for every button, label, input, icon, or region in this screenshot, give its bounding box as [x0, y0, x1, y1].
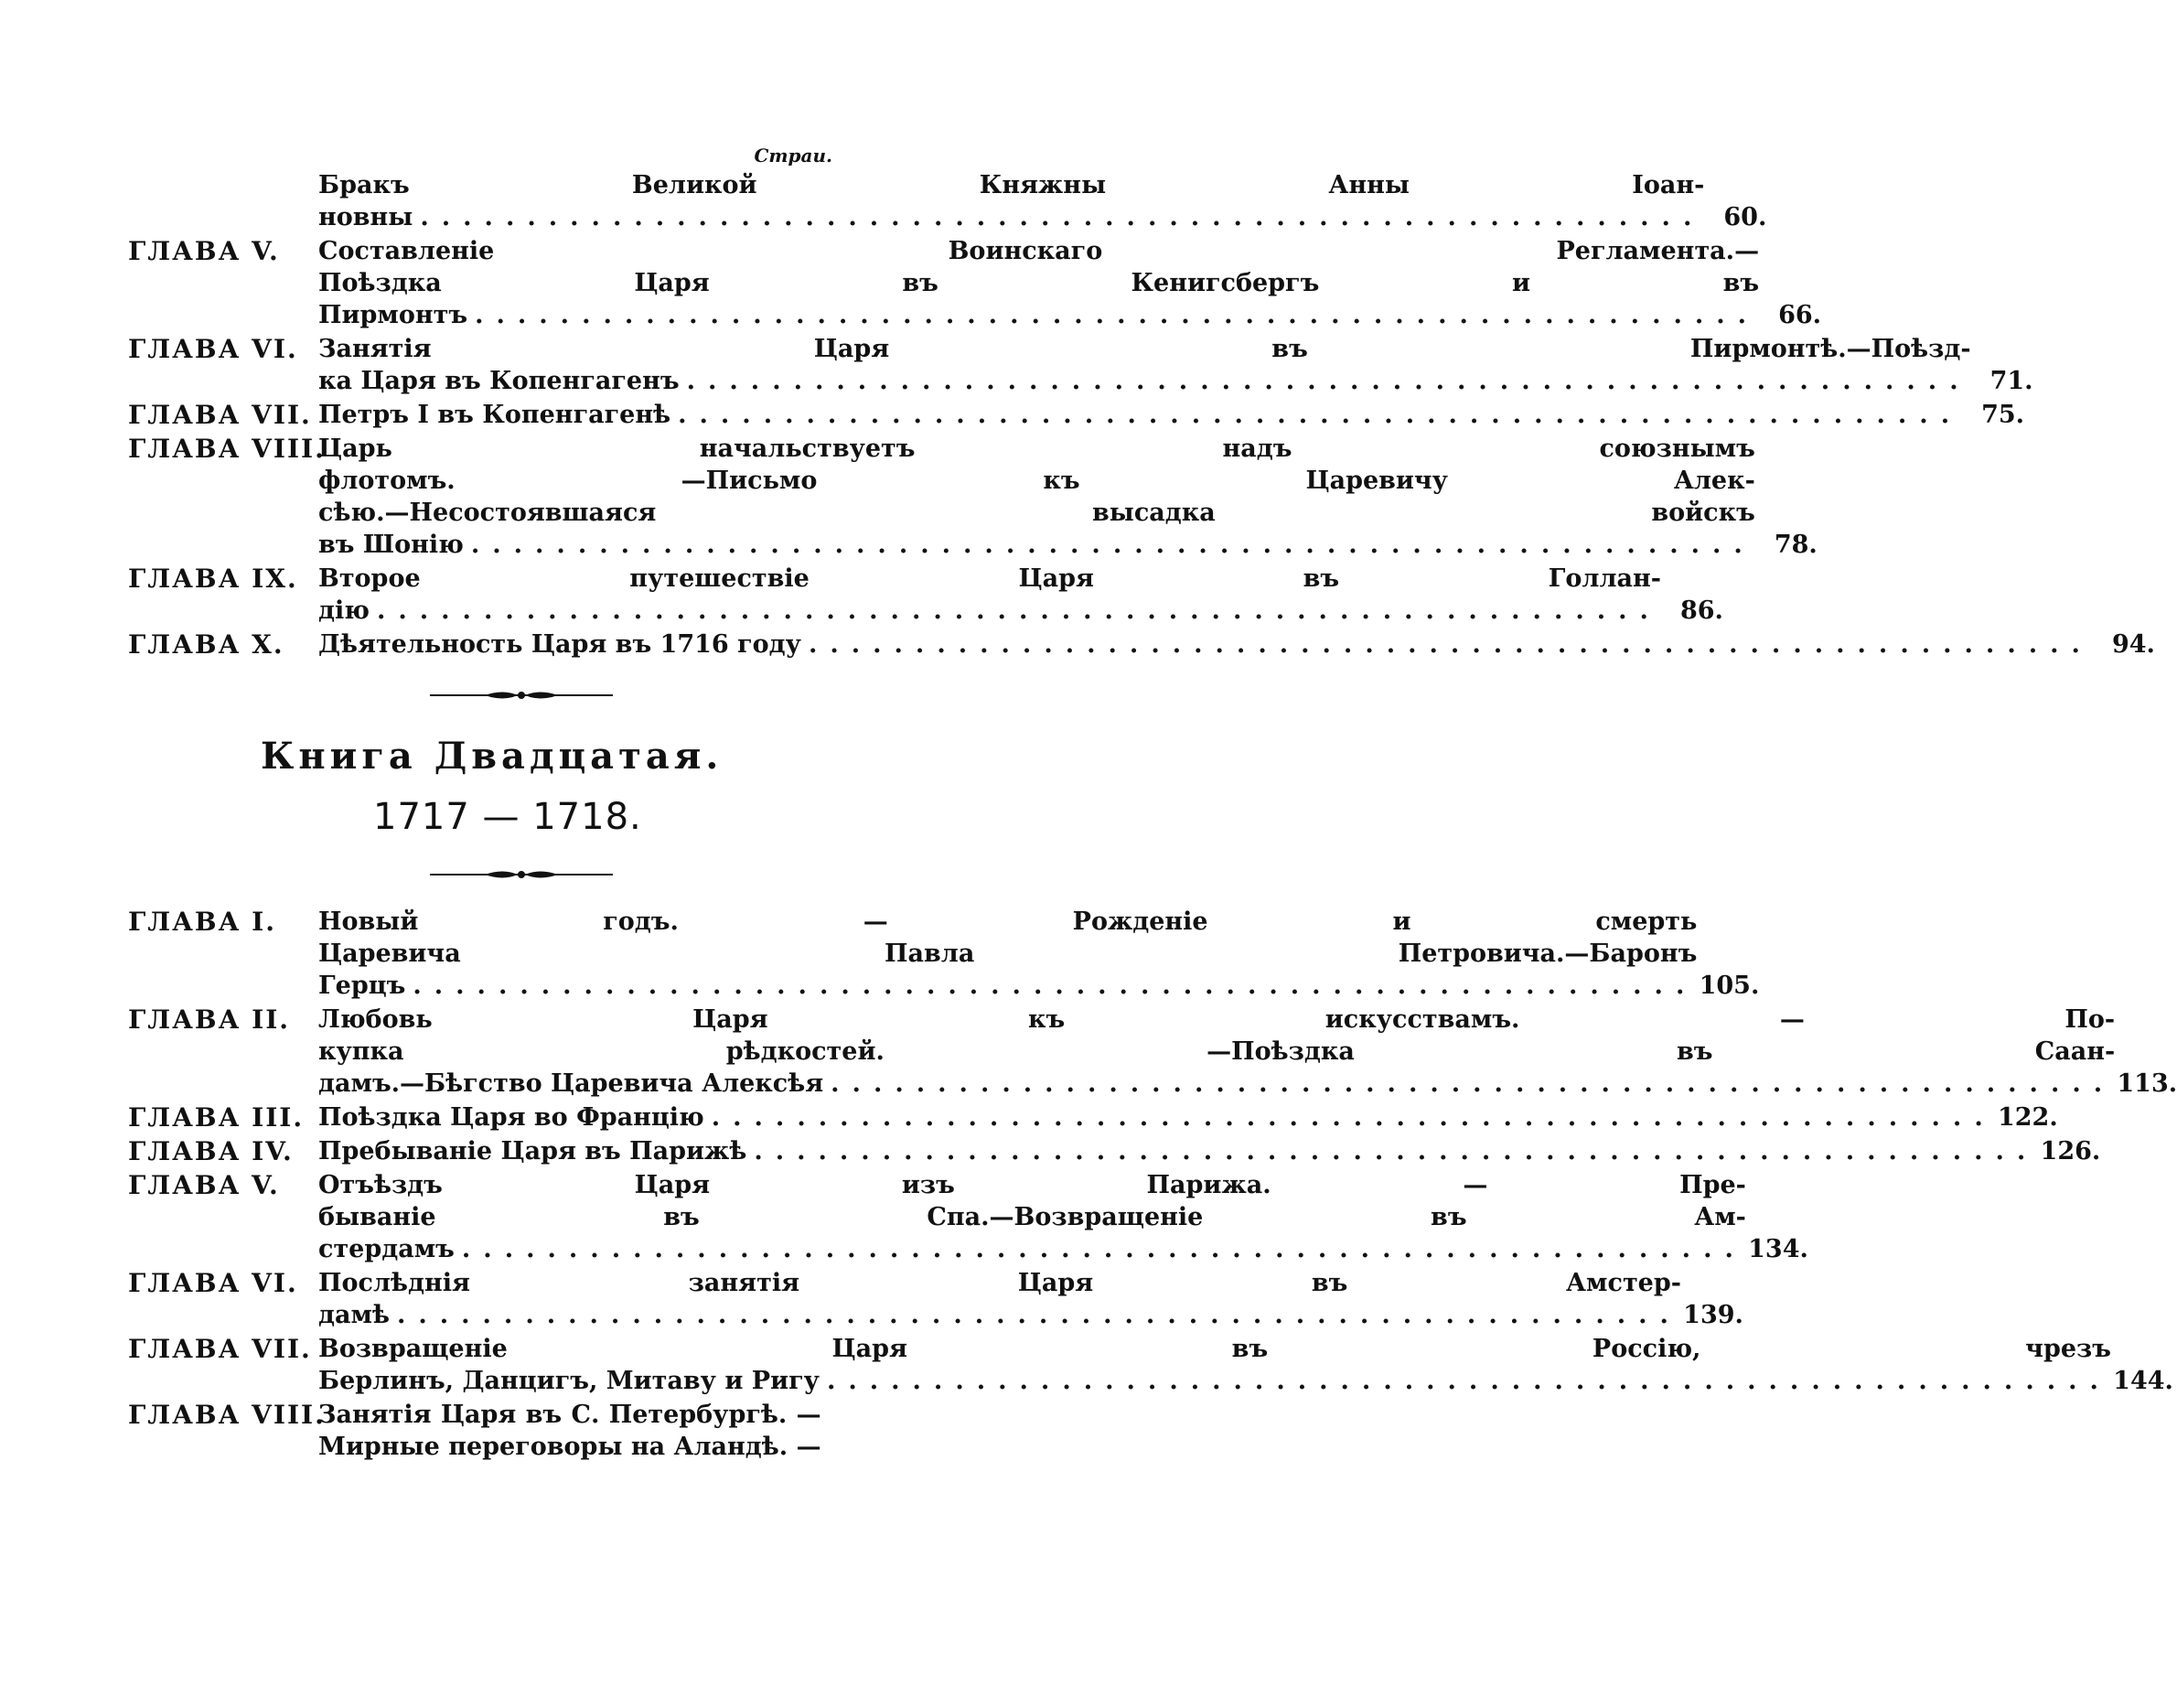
entry-line: [318, 433, 1818, 465]
entry-text: флотомъ. —Письмо къ Царевичу Алек-: [318, 467, 1755, 495]
dot-leader: ............................................................: [413, 972, 1698, 1000]
entry-text: въ Шонію: [318, 531, 464, 559]
entry-text: Бракъ Великой Княжны Анны Іоан-: [318, 171, 1705, 199]
page-number: 66.: [1778, 301, 1822, 329]
entry-line: [318, 1068, 2177, 1100]
entry-line: [318, 465, 1818, 497]
dot-leader: ............................................................: [376, 596, 1661, 625]
dot-leader: ............................................................: [808, 630, 2093, 659]
page-number: 113.: [2117, 1069, 2177, 1098]
entry-text: Герцъ: [318, 972, 406, 1000]
page-number: 75.: [1981, 401, 2025, 429]
entry-line: [318, 1431, 884, 1463]
entry-text: Мирные переговоры на Аландѣ. —: [318, 1433, 821, 1461]
entry-text: дамѣ: [318, 1301, 390, 1329]
entry-text: ка Царя въ Копенгагенъ: [318, 367, 680, 395]
page-number: 144.: [2113, 1367, 2173, 1395]
page-number: 94.: [2111, 630, 2155, 659]
entry-line: [318, 1267, 1743, 1299]
entry-lines: [318, 1399, 884, 1463]
entry-text: Составленіе Воинскаго Регламента.—: [318, 237, 1760, 265]
entry-lines: [318, 906, 1759, 1002]
entry-lines: [318, 1267, 1743, 1331]
entry-text: Занятія Царя въ Пирмонтѣ.—Поѣзд-: [318, 335, 1971, 363]
dot-leader: ............................................................: [686, 367, 1971, 395]
entry-line: [318, 235, 1821, 267]
entry-text: новны: [318, 203, 413, 231]
toc-entry: [128, 433, 1818, 561]
page-number: 134.: [1748, 1235, 1808, 1263]
page-number: 139.: [1683, 1301, 1743, 1329]
entry-text: Послѣднія занятія Царя въ Амстер-: [318, 1269, 1681, 1297]
ornament-rule-icon: [430, 867, 613, 882]
entry-text: Поѣздка Царя во Францію: [318, 1103, 704, 1132]
toc-entry: [128, 1101, 2058, 1133]
page-number: 78.: [1774, 531, 1818, 559]
entry-line: [318, 299, 1821, 331]
entry-lines: [318, 235, 1821, 331]
entry-line: [318, 1004, 2177, 1036]
entry-lines: [318, 433, 1818, 561]
entry-line: [318, 333, 2033, 365]
chapter-label: ГЛАВА IX.: [128, 564, 298, 594]
ornament-rule-icon: [430, 688, 613, 703]
entry-text: Петръ I въ Копенгагенѣ: [318, 401, 671, 429]
entry-text: сѣю.—Несостоявшаяся высадка войскъ: [318, 499, 1755, 527]
dot-leader: ............................................................: [826, 1367, 2111, 1395]
page-number: 126.: [2040, 1137, 2101, 1166]
entry-line: [318, 1365, 2173, 1397]
entry-lines: [318, 399, 2024, 431]
page-column-header: Страи.: [754, 145, 832, 167]
page-number: 86.: [1679, 596, 1723, 625]
chapter-label: ГЛАВА V.: [128, 236, 280, 266]
entry-text: Отъѣздъ Царя изъ Парижа. — Пре-: [318, 1171, 1746, 1199]
entry-text: Второе путешествіе Царя въ Голлан-: [318, 564, 1661, 593]
entry-text: Царь начальствуетъ надъ союзнымъ: [318, 435, 1755, 463]
entry-lines: [318, 563, 1723, 627]
entry-line: [318, 595, 1723, 627]
dot-leader: ............................................................: [831, 1069, 2116, 1098]
dot-leader: ............................................................: [475, 301, 1760, 329]
chapter-label: ГЛАВА VI.: [128, 1268, 298, 1298]
dot-leader: ............................................................: [470, 531, 1755, 559]
dot-leader: ............................................................: [711, 1103, 1996, 1132]
chapter-label: ГЛАВА X.: [128, 629, 284, 660]
entry-text: Занятія Царя въ С. Петербургѣ. —: [318, 1401, 821, 1429]
entry-line: [318, 169, 1766, 201]
dot-leader: ............................................................: [461, 1235, 1746, 1263]
entry-line: [318, 628, 2155, 661]
toc-entry: [128, 1267, 1743, 1331]
chapter-label: ГЛАВА I.: [128, 907, 276, 937]
toc-entry: [128, 1333, 2173, 1397]
entry-line: [318, 1201, 1808, 1233]
entry-line: [318, 1333, 2173, 1365]
toc-entry: [128, 235, 1822, 331]
entry-line: [318, 938, 1759, 970]
toc-entry: [128, 628, 2155, 661]
entry-line: [318, 1101, 2058, 1133]
entry-text: дію: [318, 596, 370, 625]
toc-entry: [128, 1399, 832, 1463]
entry-line: [318, 970, 1759, 1002]
dot-leader: ............................................................: [420, 203, 1705, 231]
toc-section-b: [128, 906, 2177, 1465]
entry-line: [318, 201, 1766, 233]
entry-line: [318, 399, 2024, 431]
chapter-label: ГЛАВА V.: [128, 1170, 280, 1200]
entry-lines: [318, 628, 2155, 661]
page-number: 105.: [1699, 972, 1760, 1000]
entry-lines: [318, 333, 2033, 397]
chapter-label: ГЛАВА VI.: [128, 334, 298, 364]
chapter-label: ГЛАВА III.: [128, 1102, 305, 1133]
chapter-label: ГЛАВА VIII.: [128, 1400, 326, 1430]
entry-lines: [318, 1169, 1808, 1265]
entry-text: дамъ.—Бѣгство Царевича Алексѣя: [318, 1069, 824, 1098]
toc-entry: [128, 169, 1767, 233]
toc-entry: [128, 1135, 2101, 1167]
toc-entry: [128, 333, 2033, 397]
chapter-label: ГЛАВА VIII.: [128, 434, 326, 464]
entry-text: Пирмонтъ: [318, 301, 468, 329]
book-years: 1717 — 1718.: [373, 796, 642, 838]
entry-line: [318, 1233, 1808, 1265]
entry-line: [318, 497, 1818, 529]
entry-line: [318, 529, 1818, 561]
ornament-divider-bottom: [0, 867, 1043, 882]
chapter-label: ГЛАВА IV.: [128, 1136, 294, 1166]
chapter-label: ГЛАВА VII.: [128, 400, 312, 430]
entry-text: Дѣятельность Царя въ 1716 году: [318, 630, 801, 659]
entry-text: Новый годъ. — Рожденіе и смерть: [318, 908, 1698, 936]
entry-text: Возвращеніе Царя въ Россію, чрезъ: [318, 1335, 2111, 1363]
entry-text: Пребываніе Царя въ Парижѣ: [318, 1137, 747, 1166]
toc-entry: [128, 563, 1723, 627]
book-title: Книга Двадцатая.: [261, 735, 724, 778]
entry-lines: [318, 169, 1766, 233]
entry-text: стердамъ: [318, 1235, 455, 1263]
entry-text: Царевича Павла Петровича.—Баронъ: [318, 940, 1698, 968]
dot-leader: ............................................................: [678, 401, 1963, 429]
toc-entry: [128, 399, 2025, 431]
entry-text: Поѣздка Царя въ Кенигсбергъ и въ: [318, 269, 1760, 297]
entry-lines: [318, 1333, 2173, 1397]
entry-line: [318, 1299, 1743, 1331]
entry-lines: [318, 1135, 2100, 1167]
toc-entry: [128, 1004, 2177, 1100]
entry-text: купка рѣдкостей. —Поѣздка въ Саан-: [318, 1037, 2116, 1066]
page-number: 71.: [1989, 367, 2033, 395]
entry-line: [318, 1036, 2177, 1068]
toc-entry: [128, 906, 1760, 1002]
entry-line: [318, 1399, 884, 1431]
toc-entry: [128, 1169, 1808, 1265]
dot-leader: ............................................................: [754, 1137, 2039, 1166]
entry-line: [318, 906, 1759, 938]
dot-leader: ............................................................: [396, 1301, 1681, 1329]
entry-lines: [318, 1101, 2058, 1133]
entry-text: Любовь Царя къ искусствамъ. — По-: [318, 1005, 2116, 1034]
page-number: 60.: [1723, 203, 1767, 231]
entry-line: [318, 267, 1821, 299]
ornament-divider-top: [0, 688, 1043, 703]
entry-lines: [318, 1004, 2177, 1100]
page-number: 122.: [1997, 1103, 2058, 1132]
chapter-label: ГЛАВА VII.: [128, 1334, 312, 1364]
entry-line: [318, 1135, 2100, 1167]
entry-text: бываніе въ Спа.—Возвращеніе въ Ам-: [318, 1203, 1746, 1231]
chapter-label: ГЛАВА II.: [128, 1004, 291, 1035]
entry-line: [318, 365, 2033, 397]
toc-section-a: [128, 169, 2155, 662]
entry-line: [318, 1169, 1808, 1201]
entry-text: Берлинъ, Данцигъ, Митаву и Ригу: [318, 1367, 820, 1395]
entry-line: [318, 563, 1723, 595]
